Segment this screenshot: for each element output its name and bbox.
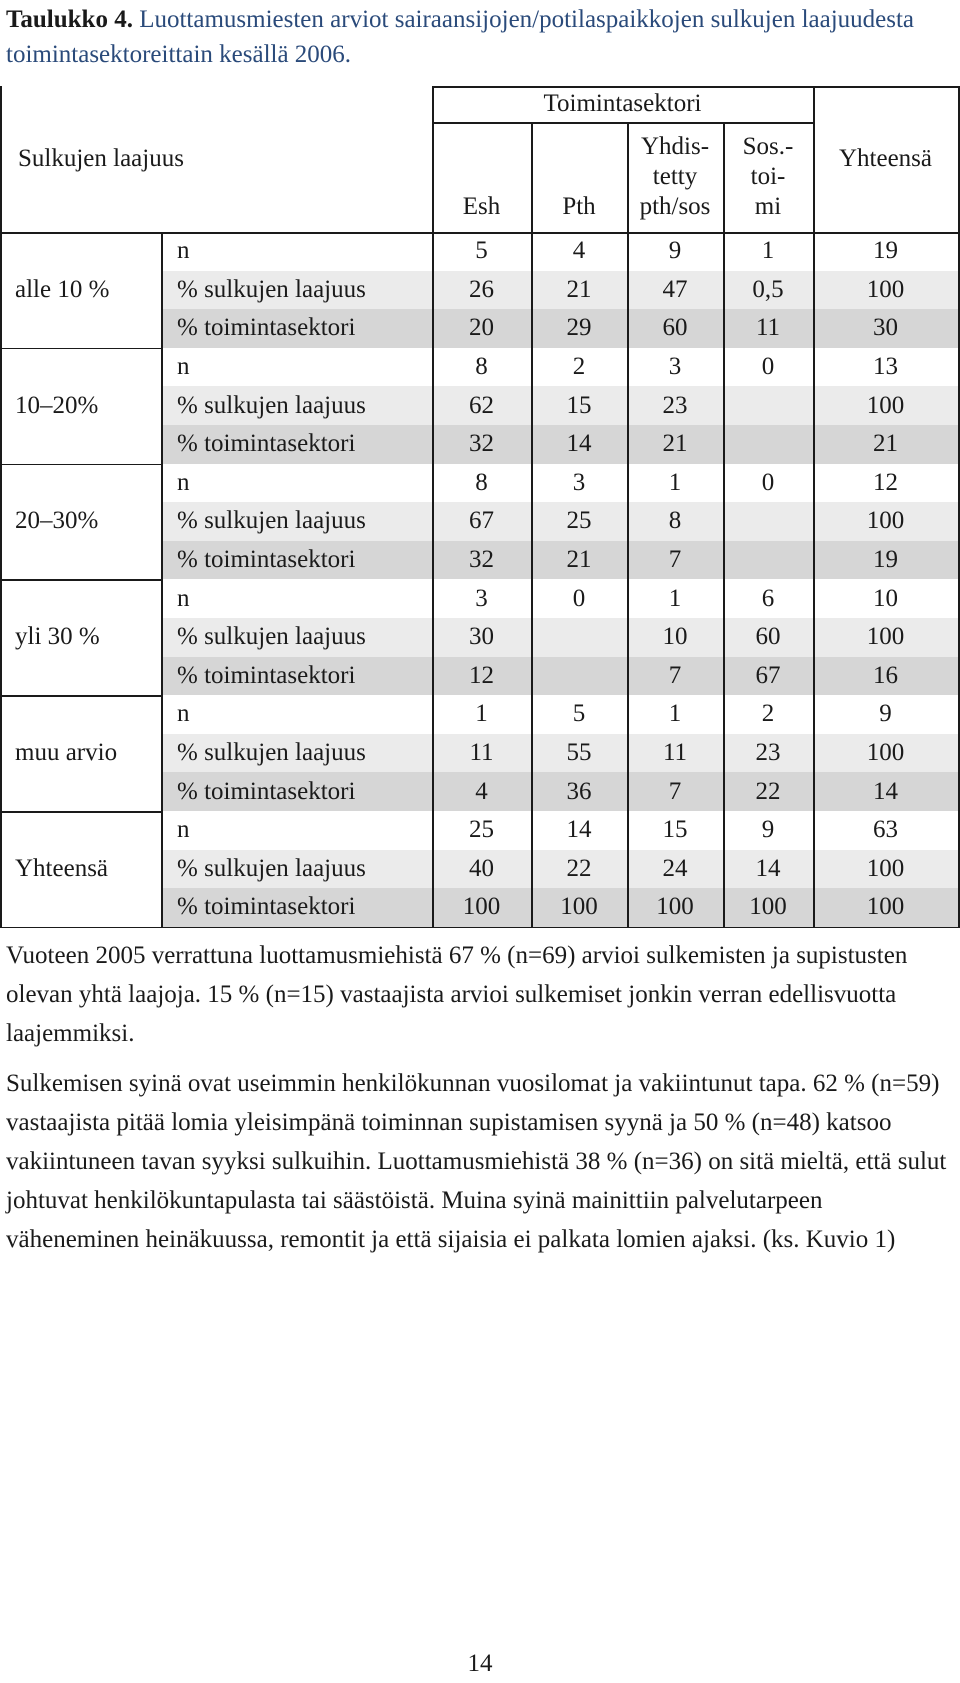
measure-label: % sulkujen laajuus [177,391,366,419]
table-cell: 7 [668,661,682,689]
table-cell: 24 [662,854,688,882]
group-label: 20–30% [15,507,99,535]
table-cell: 2 [572,353,586,381]
measure-label: % toimintasektori [177,430,356,458]
table-cell: 5 [572,700,586,728]
measure-label: n [177,700,190,728]
group-label: alle 10 % [15,275,110,303]
table-rule [0,348,161,350]
table-cell: 1 [668,584,682,612]
table-rule [0,86,2,927]
caption-label: Taulukko 4. [6,6,133,33]
row-header-title: Sulkujen laajuus [18,145,184,172]
table-cell: 14 [755,854,781,882]
table-cell: 10 [662,623,688,651]
group-label: 10–20% [15,391,99,419]
table-cell: 30 [469,623,494,651]
column-header-line: pth/sos [639,193,711,220]
table-cell: 16 [873,661,898,689]
column-header-line: Esh [462,193,501,220]
table-cell: 22 [566,854,592,882]
table-cell: 10 [873,584,898,612]
measure-label: % sulkujen laajuus [177,854,366,882]
group-label: yli 30 % [15,623,100,651]
table-cell: 32 [469,430,494,458]
measure-label: % sulkujen laajuus [177,739,366,767]
table-rule [432,122,813,124]
measure-label: % sulkujen laajuus [177,275,366,303]
table-cell: 0 [761,468,775,496]
table-cell [723,425,813,464]
table-rule [432,86,960,88]
table-cell: 15 [566,391,592,419]
table-cell [723,386,813,425]
table-rule [0,811,161,813]
table-cell: 30 [873,314,898,342]
table-cell: 5 [475,237,488,265]
table-cell: 36 [566,777,592,805]
measure-label: % sulkujen laajuus [177,507,366,535]
measure-label: % toimintasektori [177,546,356,574]
measure-label: % toimintasektori [177,893,356,921]
table-cell: 100 [866,275,905,303]
table-cell: 100 [866,623,905,651]
measure-label: n [177,468,190,496]
column-header [531,122,627,232]
table-cell: 40 [469,854,494,882]
table-cell: 21 [873,430,898,458]
table-cell: 47 [662,275,688,303]
table-rule [627,122,629,927]
table-rule [723,122,725,927]
table-cell: 0 [761,353,775,381]
table-cell: 26 [469,275,494,303]
measure-label: n [177,237,190,265]
table-cell: 62 [469,391,494,419]
table-cell: 2 [761,700,775,728]
page-number: 14 [467,1650,493,1677]
table-cell: 25 [469,816,494,844]
table-rule [0,927,960,929]
table-cell: 21 [662,430,688,458]
table-cell: 14 [873,777,898,805]
table-cell: 1 [475,700,488,728]
table-cell: 19 [873,546,898,574]
data-table [0,86,960,924]
table-cell: 63 [873,816,898,844]
column-header [627,122,723,232]
total-header: Yhteensä [838,145,933,172]
column-header-line: toi- [750,163,786,190]
measure-label: n [177,353,190,381]
table-cell: 12 [469,661,494,689]
group-label: muu arvio [15,739,118,767]
measure-label: % toimintasektori [177,661,356,689]
table-cell: 14 [566,430,592,458]
column-header-line: Yhdis- [640,133,710,160]
table-cell: 1 [761,237,775,265]
column-header [432,122,531,232]
table-cell: 100 [560,893,598,921]
column-header-line: Sos.- [742,133,794,160]
table-cell: 100 [866,739,905,767]
column-header [723,122,813,232]
table-cell: 60 [662,314,688,342]
table-cell: 4 [475,777,488,805]
table-cell: 11 [755,314,781,342]
table-cell: 100 [866,391,905,419]
table-cell: 14 [566,816,592,844]
table-cell: 15 [662,816,688,844]
table-rule [0,464,161,466]
table-cell: 100 [749,893,787,921]
table-cell: 100 [866,893,905,921]
table-rule [531,122,533,927]
table-cell: 0 [572,584,586,612]
table-cell: 22 [755,777,781,805]
table-cell: 3 [475,584,488,612]
group-label: Yhteensä [15,854,109,882]
table-cell: 0,5 [752,275,784,303]
table-rule [432,86,434,927]
table-cell: 11 [469,739,494,767]
table-cell: 9 [761,816,775,844]
measure-label: n [177,584,190,612]
table-cell: 9 [668,237,682,265]
table-cell: 6 [761,584,775,612]
table-cell: 100 [866,507,905,535]
table-cell: 19 [873,237,898,265]
table-cell [723,541,813,580]
measure-label: % toimintasektori [177,314,356,342]
column-header-line: mi [754,193,782,220]
measure-label: % toimintasektori [177,777,356,805]
table-rule [0,579,161,581]
table-cell: 7 [668,777,682,805]
table-cell: 55 [566,739,592,767]
column-header-line: tetty [652,163,698,190]
table-cell: 21 [566,275,592,303]
table-cell: 20 [469,314,494,342]
table-cell: 8 [475,468,488,496]
table-cell: 100 [656,893,694,921]
table-cell: 23 [755,739,781,767]
group-header: Toimintasektori [543,90,702,117]
table-rule [0,232,960,234]
table-cell [723,502,813,541]
table-cell: 9 [879,700,892,728]
table-cell: 8 [668,507,682,535]
measure-label: n [177,816,190,844]
table-cell: 11 [662,739,688,767]
table-cell [531,657,627,696]
table-cell: 29 [566,314,592,342]
table-cell: 100 [462,893,501,921]
table-cell: 8 [475,353,488,381]
table-cell: 100 [866,854,905,882]
paragraph-1: Vuoteen 2005 verrattuna luottamusmiehistä 67 % (n=69) arvioi sulkemisten ja supistusten olevan yhtä laajoja. 15 % (n=15) vastaajista arvioi sulkemiset jonkin verran edellisvuotta laajemmiksi. [6,942,908,1047]
table-cell: 67 [469,507,494,535]
table-cell: 23 [662,391,688,419]
table-cell: 13 [873,353,898,381]
table-cell: 3 [572,468,586,496]
table-rule [0,695,161,697]
table-cell: 7 [668,546,682,574]
table-cell: 12 [873,468,898,496]
table-cell: 32 [469,546,494,574]
table-cell: 25 [566,507,592,535]
table-rule [161,232,163,927]
column-header-line: Pth [562,193,596,220]
table-cell: 1 [668,468,682,496]
table-cell: 67 [755,661,781,689]
measure-label: % sulkujen laajuus [177,623,366,651]
table-cell: 1 [668,700,682,728]
table-cell: 4 [572,237,586,265]
table-rule [958,86,960,927]
table-caption [6,2,956,72]
table-cell: 60 [755,623,781,651]
table-cell: 3 [668,353,682,381]
table-rule [813,86,815,927]
table-cell [531,618,627,657]
paragraph-2: Sulkemisen syinä ovat useimmin henkilökunnan vuosilomat ja vakiintunut tapa. 62 % (n=59) vastaajista pitää lomia yleisimpänä toiminnan supistamisen syynä ja 50 % (n=48) katsoo vakiintuneen tavan syyksi sulkuihin. Luottamusmiehistä 38 % (n=36) on sitä mieltä, että sulut johtuvat henkilökuntapulasta tai säästöistä. Muina syinä mainittiin palvelutarpeen väheneminen heinäkuussa, remontit ja että sijaisia ei palkata lomien ajaksi. (ks. Kuvio 1) [6,1070,947,1253]
caption-text: Luottamusmiesten arviot sairaansijojen/potilaspaikkojen sulkujen laajuudesta toimintasektoreittain kesällä 2006. [6,6,915,68]
table-cell: 21 [566,546,592,574]
